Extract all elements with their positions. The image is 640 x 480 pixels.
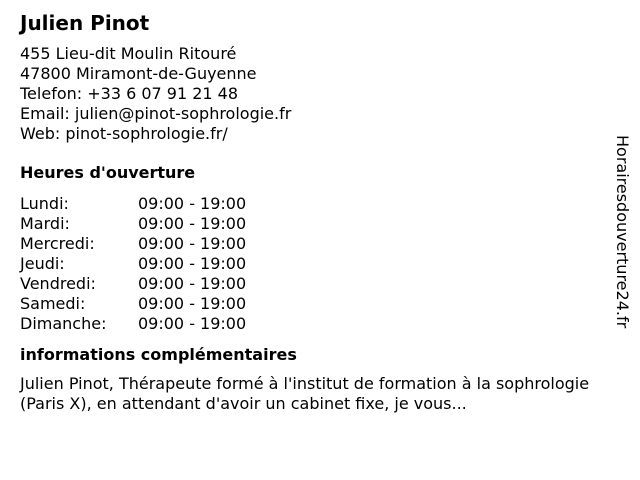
address-city: 47800 Miramont-de-Guyenne [20, 64, 257, 83]
day-label: Vendredi: [20, 274, 96, 293]
additional-info-text: Julien Pinot, Thérapeute formé à l'institut de formation à la sophrologie (Paris X), en attendant d'avoir un cabinet fixe, je vous... [20, 374, 590, 413]
hours-row-wednesday [20, 234, 600, 254]
hours-row-friday [20, 274, 600, 294]
opening-hours-heading: Heures d'ouverture [20, 163, 196, 182]
day-label: Samedi: [20, 294, 86, 313]
opening-hours-table [20, 194, 600, 334]
additional-info-heading: informations complémentaires [20, 345, 297, 364]
time-range: 09:00 - 19:00 [138, 254, 247, 273]
time-range: 09:00 - 19:00 [138, 214, 247, 233]
day-label: Lundi: [20, 194, 69, 213]
time-range: 09:00 - 19:00 [138, 274, 247, 293]
hours-row-thursday [20, 254, 600, 274]
email-line: Email: julien@pinot-sophrologie.fr [20, 104, 292, 123]
web-line: Web: pinot-sophrologie.fr/ [20, 124, 228, 143]
contact-block [20, 44, 600, 144]
hours-row-tuesday [20, 214, 600, 234]
time-range: 09:00 - 19:00 [138, 234, 247, 253]
time-range: 09:00 - 19:00 [138, 314, 247, 333]
day-label: Mercredi: [20, 234, 95, 253]
hours-row-monday [20, 194, 600, 214]
hours-row-sunday [20, 314, 600, 334]
day-label: Dimanche: [20, 314, 107, 333]
business-card [20, 10, 600, 414]
business-name: Julien Pinot [20, 11, 150, 35]
address-street: 455 Lieu-dit Moulin Ritouré [20, 44, 237, 63]
time-range: 09:00 - 19:00 [138, 294, 247, 313]
phone-line: Telefon: +33 6 07 91 21 48 [20, 84, 239, 103]
day-label: Mardi: [20, 214, 70, 233]
hours-row-saturday [20, 294, 600, 314]
site-watermark: Horairesdouverture24.fr [613, 135, 632, 329]
time-range: 09:00 - 19:00 [138, 194, 247, 213]
day-label: Jeudi: [20, 254, 65, 273]
